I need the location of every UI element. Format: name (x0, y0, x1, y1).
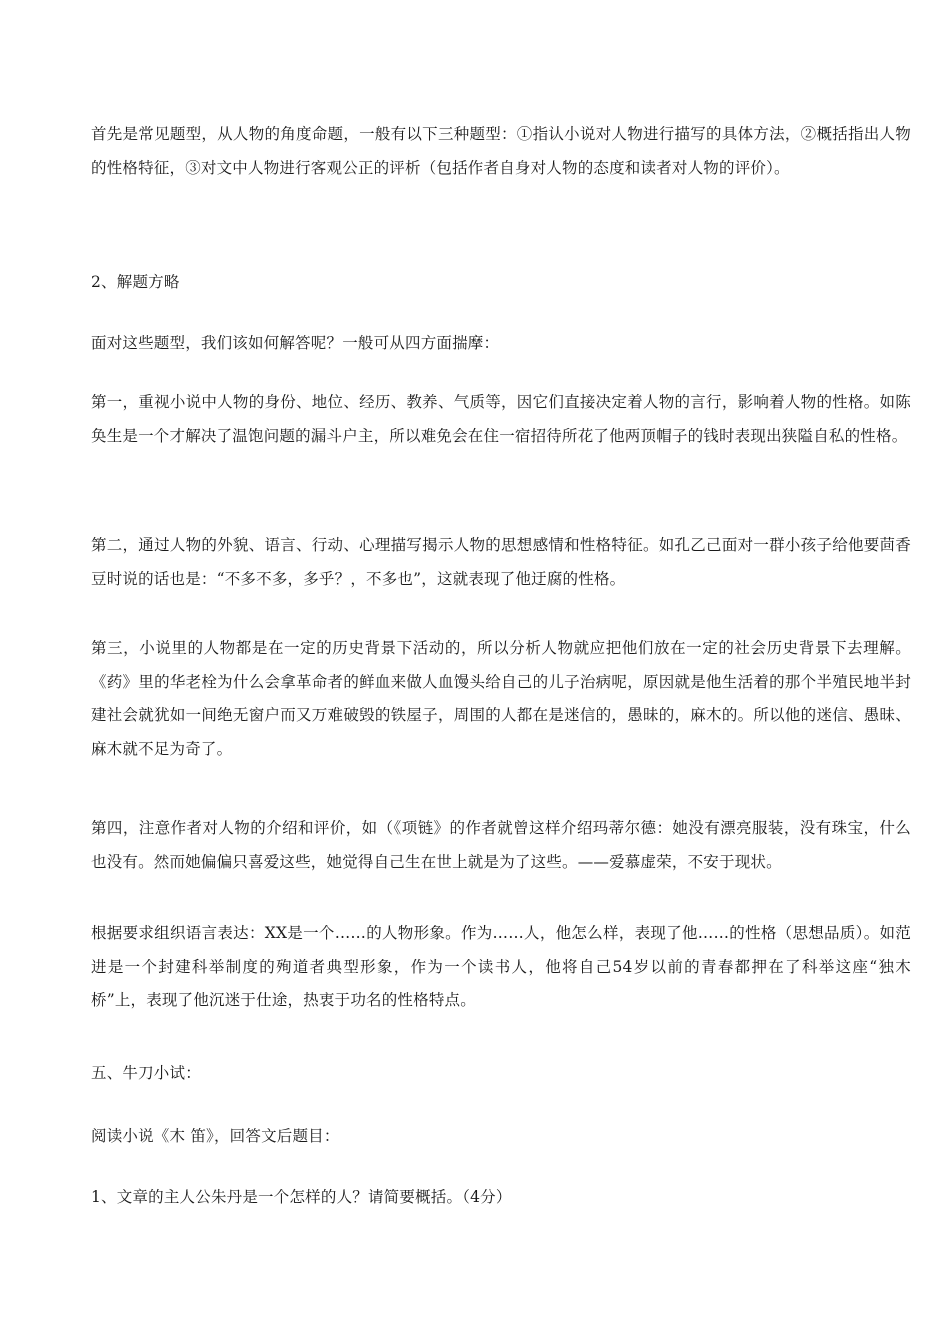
paragraph-intro: 面对这些题型，我们该如何解答呢？一般可从四方面揣摩： (91, 334, 500, 352)
paragraph-first: 第一，重视小说中人物的身份、地位、经历、教养、气质等，因它们直接决定着人物的言行，影响着人物的性格。如陈奂生是一个才解决了温饱问题的漏斗户主，所以难免会在住一宿招待所花了他两顶帽子的钱时表现出狭隘自私的性格。 (91, 393, 911, 445)
paragraph-reading-prompt: 阅读小说《木 笛》，回答文后题目： (91, 1127, 340, 1145)
paragraph-question-types: 首先是常见题型，从人物的角度命题，一般有以下三种题型：①指认小说对人物进行描写的具体方法，②概括指出人物的性格特征，③对文中人物进行客观公正的评析（包括作者自身对人物的态度和读者对人物的评价）。 (91, 125, 911, 177)
paragraph-expression: 根据要求组织语言表达：XX是一个……的人物形象。作为……人，他怎么样，表现了他……的性格（思想品质）。如范进是一个封建科举制度的殉道者典型形象，作为一个读书人，他将自己54岁以前的青春都押在了科举这座“独木桥”上，表现了他沉迷于仕途，热衷于功名的性格特点。 (91, 924, 911, 1009)
paragraph-fourth: 第四，注意作者对人物的介绍和评价，如（《项链》的作者就曾这样介绍玛蒂尔德：她没有漂亮服装，没有珠宝，什么也没有。然而她偏偏只喜爱这些，她觉得自己生在世上就是为了这些。——爱慕虚荣，不安于现状。 (91, 819, 911, 871)
paragraph-second: 第二，通过人物的外貌、语言、行动、心理描写揭示人物的思想感情和性格特征。如孔乙己面对一群小孩子给他要茴香豆时说的话也是：“不多不多，多乎？，不多也”，这就表现了他迂腐的性格。 (91, 536, 911, 588)
section-heading-practice: 五、牛刀小试： (91, 1064, 201, 1082)
section-heading-strategy: 2、解题方略 (91, 273, 180, 291)
paragraph-third: 第三，小说里的人物都是在一定的历史背景下活动的，所以分析人物就应把他们放在一定的社会历史背景下去理解。《药》里的华老栓为什么会拿革命者的鲜血来做人血馒头给自己的儿子治病呢，原因就是他生活着的那个半殖民地半封建社会就犹如一间绝无窗户而又万难破毁的铁屋子，周围的人都在是迷信的，愚昧的，麻木的。所以他的迷信、愚昧、麻木就不足为奇了。 (91, 639, 911, 758)
question-item-1: 1、文章的主人公朱丹是一个怎样的人？请简要概括。（4分） (91, 1188, 512, 1206)
